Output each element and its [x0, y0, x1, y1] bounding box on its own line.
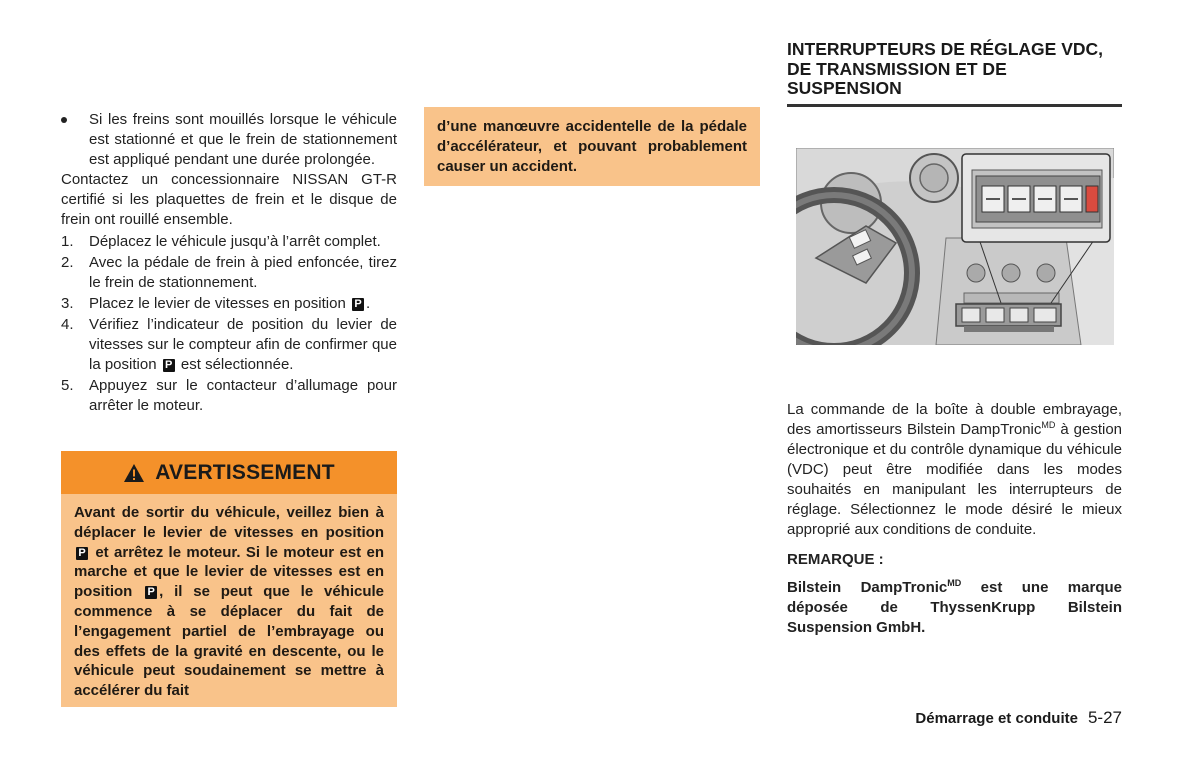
step-2 — [61, 253, 397, 293]
bullet-text: Si les freins sont mouillés lorsque le véhicule est stationné et que le frein de stationnement est appliqué pendant une durée prolongée. — [89, 111, 397, 168]
step-number: 4. — [61, 316, 74, 333]
remark-text: est une marque déposée de ThyssenKrupp Bilstein Suspension GmbH. — [787, 579, 1122, 636]
remark-body — [787, 578, 1122, 638]
step-text-end: . — [365, 295, 371, 312]
step-text: Déplacez le véhicule jusqu’à l’arrêt complet. — [89, 233, 381, 250]
title-rule — [787, 104, 1122, 107]
dashboard-switches-illustration — [796, 148, 1114, 345]
step-text: Appuyez sur le contacteur d’allumage pour arrêter le moteur. — [89, 377, 397, 414]
step-number: 5. — [61, 377, 74, 394]
warning-box — [61, 451, 397, 707]
page-number: 5-27 — [1087, 708, 1122, 727]
section-title: INTERRUPTEURS DE RÉGLAGE VDC, DE TRANSMISSION ET DE SUSPENSION — [787, 39, 1103, 98]
park-position-icon: P — [352, 298, 364, 311]
step-1 — [61, 232, 397, 252]
left-column — [61, 110, 397, 416]
contact-dealer-text: Contactez un concessionnaire NISSAN GT-R certifié si les plaquettes de frein et le disque de frein ont rouillé ensemble. — [61, 171, 397, 228]
park-position-icon: P — [145, 586, 157, 599]
right-column-text — [787, 400, 1122, 638]
description-text: à gestion électronique et du contrôle dynamique du véhicule (VDC) peut être modifiée dans les modes souhaités en manipulant les interrupteurs de réglage. Sélectionnez le mode désiré le mieux approprié aux conditions de conduite. — [787, 421, 1123, 538]
bullet-item — [61, 110, 397, 170]
trademark-superscript: MD — [947, 578, 962, 588]
remark-text: Bilstein DampTronic — [787, 579, 948, 596]
step-5 — [61, 376, 397, 416]
footer-section-name: Démarrage et conduite — [915, 710, 1078, 727]
step-text: Avec la pédale de frein à pied enfoncée, tirez le frein de stationnement. — [89, 254, 397, 291]
step-text-end: est sélectionnée. — [180, 356, 294, 373]
step-number: 1. — [61, 233, 74, 250]
trademark-superscript: MD — [1041, 420, 1056, 430]
warning-triangle-icon — [123, 463, 145, 483]
remark-title: REMARQUE : — [787, 551, 884, 568]
park-position-icon: P — [76, 547, 88, 560]
warning-body — [61, 494, 397, 707]
step-4 — [61, 315, 397, 375]
step-text: Vérifiez l’indicateur de position du levier de vitesses sur le compteur afin de confirmer que la position — [89, 316, 397, 373]
steps-list — [61, 232, 397, 416]
step-number: 3. — [61, 295, 74, 312]
description-text: La commande de la boîte à double embrayage, des amortisseurs Bilstein DampTronic — [787, 401, 1122, 438]
step-text: Placez le levier de vitesses en position — [89, 295, 346, 312]
warning-text: et arrêtez le moteur. Si le moteur est en marche et que le levier de vitesses est en position — [74, 543, 384, 601]
warning-text: Avant de sortir du véhicule, veillez bien à déplacer le levier de vitesses en position — [74, 504, 384, 541]
step-3 — [61, 294, 397, 314]
page-footer — [880, 708, 1122, 728]
warning-text: , il se peut que le véhicule commence à se déplacer du fait de l’engagement partiel de l’embrayage ou des effets de la gravité en descente, ou le véhicule peut soudainement se mettre à accélérer du fait — [74, 583, 385, 700]
description-paragraph — [787, 400, 1122, 540]
dashboard-illustration-svg — [796, 148, 1114, 345]
warning-box-continued — [424, 107, 760, 186]
bullet-dot — [61, 117, 67, 123]
warning-title: AVERTISSEMENT — [155, 460, 335, 484]
park-position-icon: P — [163, 359, 175, 372]
warning-continued-text: d’une manœuvre accidentelle de la pédale d’accélérateur, et pouvant probablement causer un accident. — [437, 118, 747, 175]
step-number: 2. — [61, 254, 74, 271]
warning-header — [61, 451, 397, 494]
